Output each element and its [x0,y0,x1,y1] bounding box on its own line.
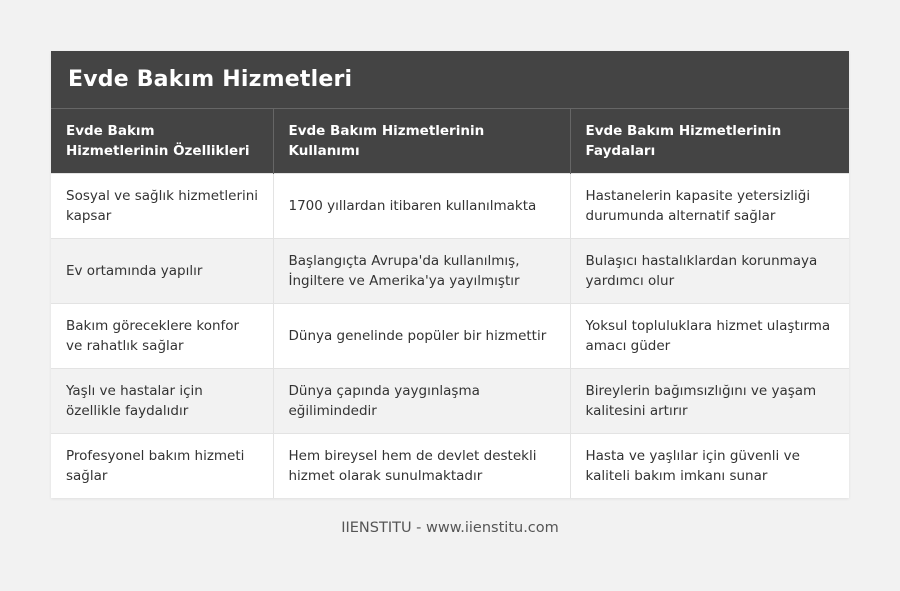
table-row [51,239,849,304]
table-cell: Dünya çapında yaygınlaşma eğilimindedir [273,369,570,434]
table-cell: Hastanelerin kapasite yetersizliği durumunda alternatif sağlar [570,174,849,239]
table-card [51,51,849,498]
table-title: Evde Bakım Hizmetleri [51,51,849,108]
table-cell: Profesyonel bakım hizmeti sağlar [51,434,273,499]
table-cell: Bakım göreceklere konfor ve rahatlık sağlar [51,304,273,369]
table-row [51,369,849,434]
column-header-benefits: Evde Bakım Hizmetlerinin Faydaları [570,109,849,174]
data-table [51,108,849,498]
header-row [51,109,849,174]
table-cell: 1700 yıllardan itibaren kullanılmakta [273,174,570,239]
table-cell: Ev ortamında yapılır [51,239,273,304]
table-cell: Hasta ve yaşlılar için güvenli ve kaliteli bakım imkanı sunar [570,434,849,499]
table-cell: Bulaşıcı hastalıklardan korunmaya yardımcı olur [570,239,849,304]
table-cell: Bireylerin bağımsızlığını ve yaşam kalitesini artırır [570,369,849,434]
table-cell: Yaşlı ve hastalar için özellikle faydalıdır [51,369,273,434]
table-row [51,174,849,239]
table-cell: Dünya genelinde popüler bir hizmettir [273,304,570,369]
table-row [51,434,849,499]
table-cell: Yoksul topluluklara hizmet ulaştırma amacı güder [570,304,849,369]
table-row [51,304,849,369]
table-cell: Başlangıçta Avrupa'da kullanılmış, İngiltere ve Amerika'ya yayılmıştır [273,239,570,304]
footer-credit: IIENSTITU - www.iienstitu.com [341,520,559,536]
table-cell: Sosyal ve sağlık hizmetlerini kapsar [51,174,273,239]
column-header-features: Evde Bakım Hizmetlerinin Özellikleri [51,109,273,174]
column-header-usage: Evde Bakım Hizmetlerinin Kullanımı [273,109,570,174]
table-cell: Hem bireysel hem de devlet destekli hizmet olarak sunulmaktadır [273,434,570,499]
